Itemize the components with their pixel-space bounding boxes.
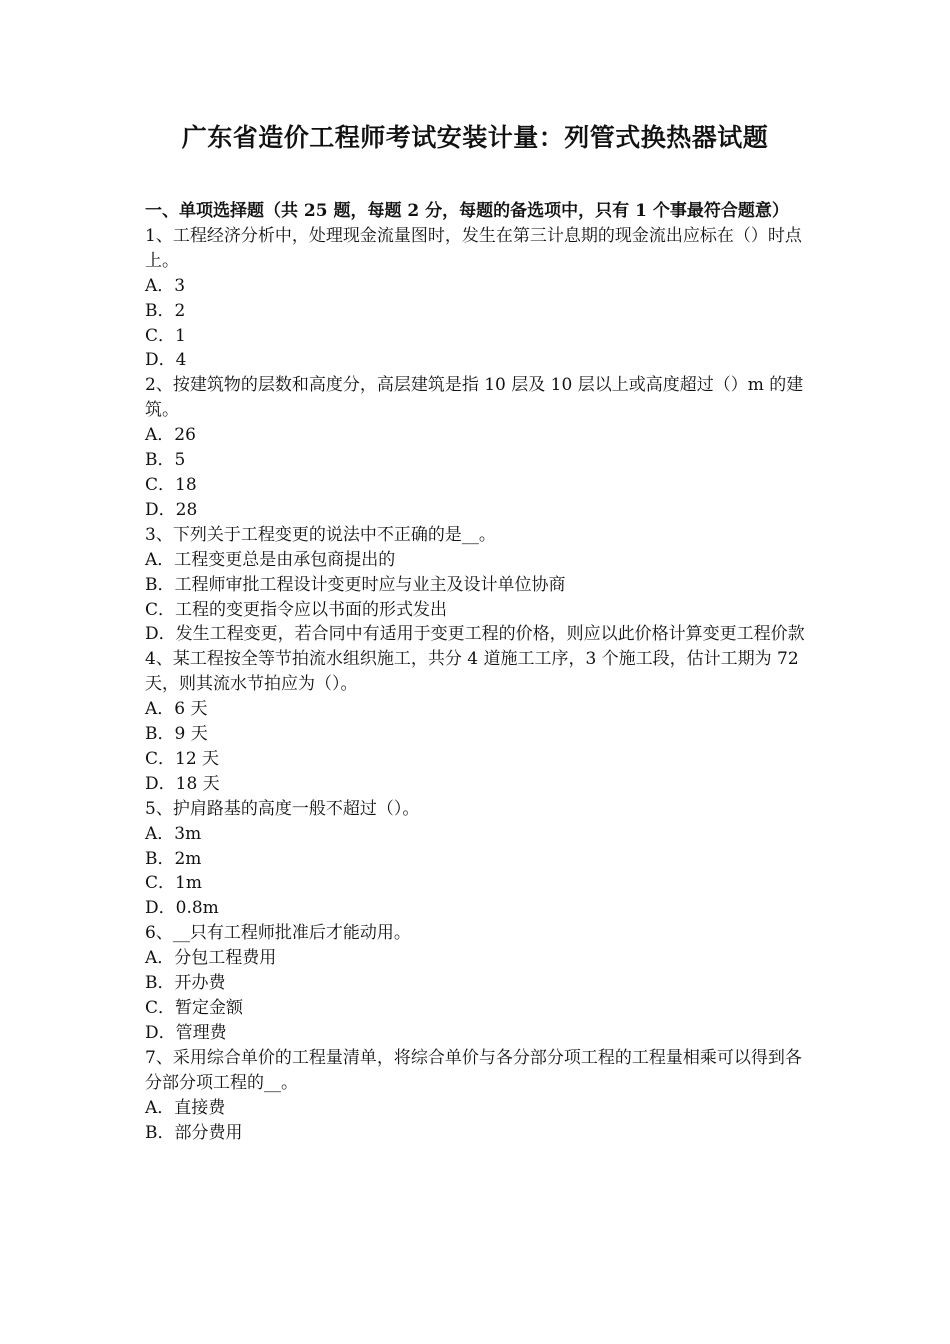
question-2 xyxy=(145,373,810,522)
option-a: A．3m xyxy=(145,823,202,844)
option-c: C．12 天 xyxy=(145,748,220,769)
document-title: 广东省造价工程师考试安装计量：列管式换热器试题 xyxy=(181,123,769,152)
option-b: B．2m xyxy=(145,848,202,869)
option-b: B．部分费用 xyxy=(145,1122,243,1143)
option-c: C．暂定金额 xyxy=(145,998,244,1018)
option-a: A．26 xyxy=(145,425,196,446)
option-d: D．0.8m xyxy=(145,898,219,919)
question-3 xyxy=(145,523,810,648)
option-d: D．28 xyxy=(145,499,198,520)
option-b: B．开办费 xyxy=(145,973,226,994)
option-d: D．4 xyxy=(145,350,187,371)
option-a: A．3 xyxy=(145,275,186,296)
option-b: B．工程师审批工程设计变更时应与业主及设计单位协商 xyxy=(145,574,566,595)
question-7 xyxy=(145,1046,810,1146)
option-c: C．1 xyxy=(145,325,186,346)
document-content xyxy=(145,199,810,1145)
option-a: A．工程变更总是由承包商提出的 xyxy=(145,549,396,570)
option-c: C．工程的变更指令应以书面的形式发出 xyxy=(145,599,448,620)
section-heading: 一、单项选择题（共 25 题，每题 2 分，每题的备选项中，只有 1 个事最符合题意） xyxy=(145,201,789,221)
question-text: 4、某工程按全等节拍流水组织施工，共分 4 道施工工序，3 个施工段，估计工期为 72 天，则其流水节拍应为（）。 xyxy=(145,649,799,695)
option-b: B．9 天 xyxy=(145,724,208,745)
option-b: B．5 xyxy=(145,450,186,471)
option-c: C．1m xyxy=(145,873,202,894)
question-6 xyxy=(145,921,810,1046)
question-text: 3、下列关于工程变更的说法中不正确的是__。 xyxy=(145,524,496,545)
option-b: B．2 xyxy=(145,300,186,321)
option-a: A．6 天 xyxy=(145,699,208,720)
question-1 xyxy=(145,224,810,373)
option-d: D．18 天 xyxy=(145,773,220,794)
question-text: 6、__只有工程师批准后才能动用。 xyxy=(145,923,411,944)
option-c: C．18 xyxy=(145,474,197,495)
option-a: A．直接费 xyxy=(145,1097,226,1118)
question-5 xyxy=(145,797,810,922)
option-a: A．分包工程费用 xyxy=(145,948,277,969)
question-text: 5、护肩路基的高度一般不超过（）。 xyxy=(145,798,420,819)
question-text: 1、工程经济分析中，处理现金流量图时，发生在第三计息期的现金流出应标在（）时点上。 xyxy=(145,225,802,271)
question-4 xyxy=(145,647,810,796)
option-d: D．管理费 xyxy=(145,1022,227,1043)
option-d: D．发生工程变更，若合同中有适用于变更工程的价格，则应以此价格计算变更工程价款 xyxy=(145,624,805,645)
question-text: 2、按建筑物的层数和高度分，高层建筑是指 10 层及 10 层以上或高度超过（）m 的建筑。 xyxy=(145,375,804,421)
question-text: 7、采用综合单价的工程量清单，将综合单价与各分部分项工程的工程量相乘可以得到各分部分项工程的__。 xyxy=(145,1047,802,1093)
